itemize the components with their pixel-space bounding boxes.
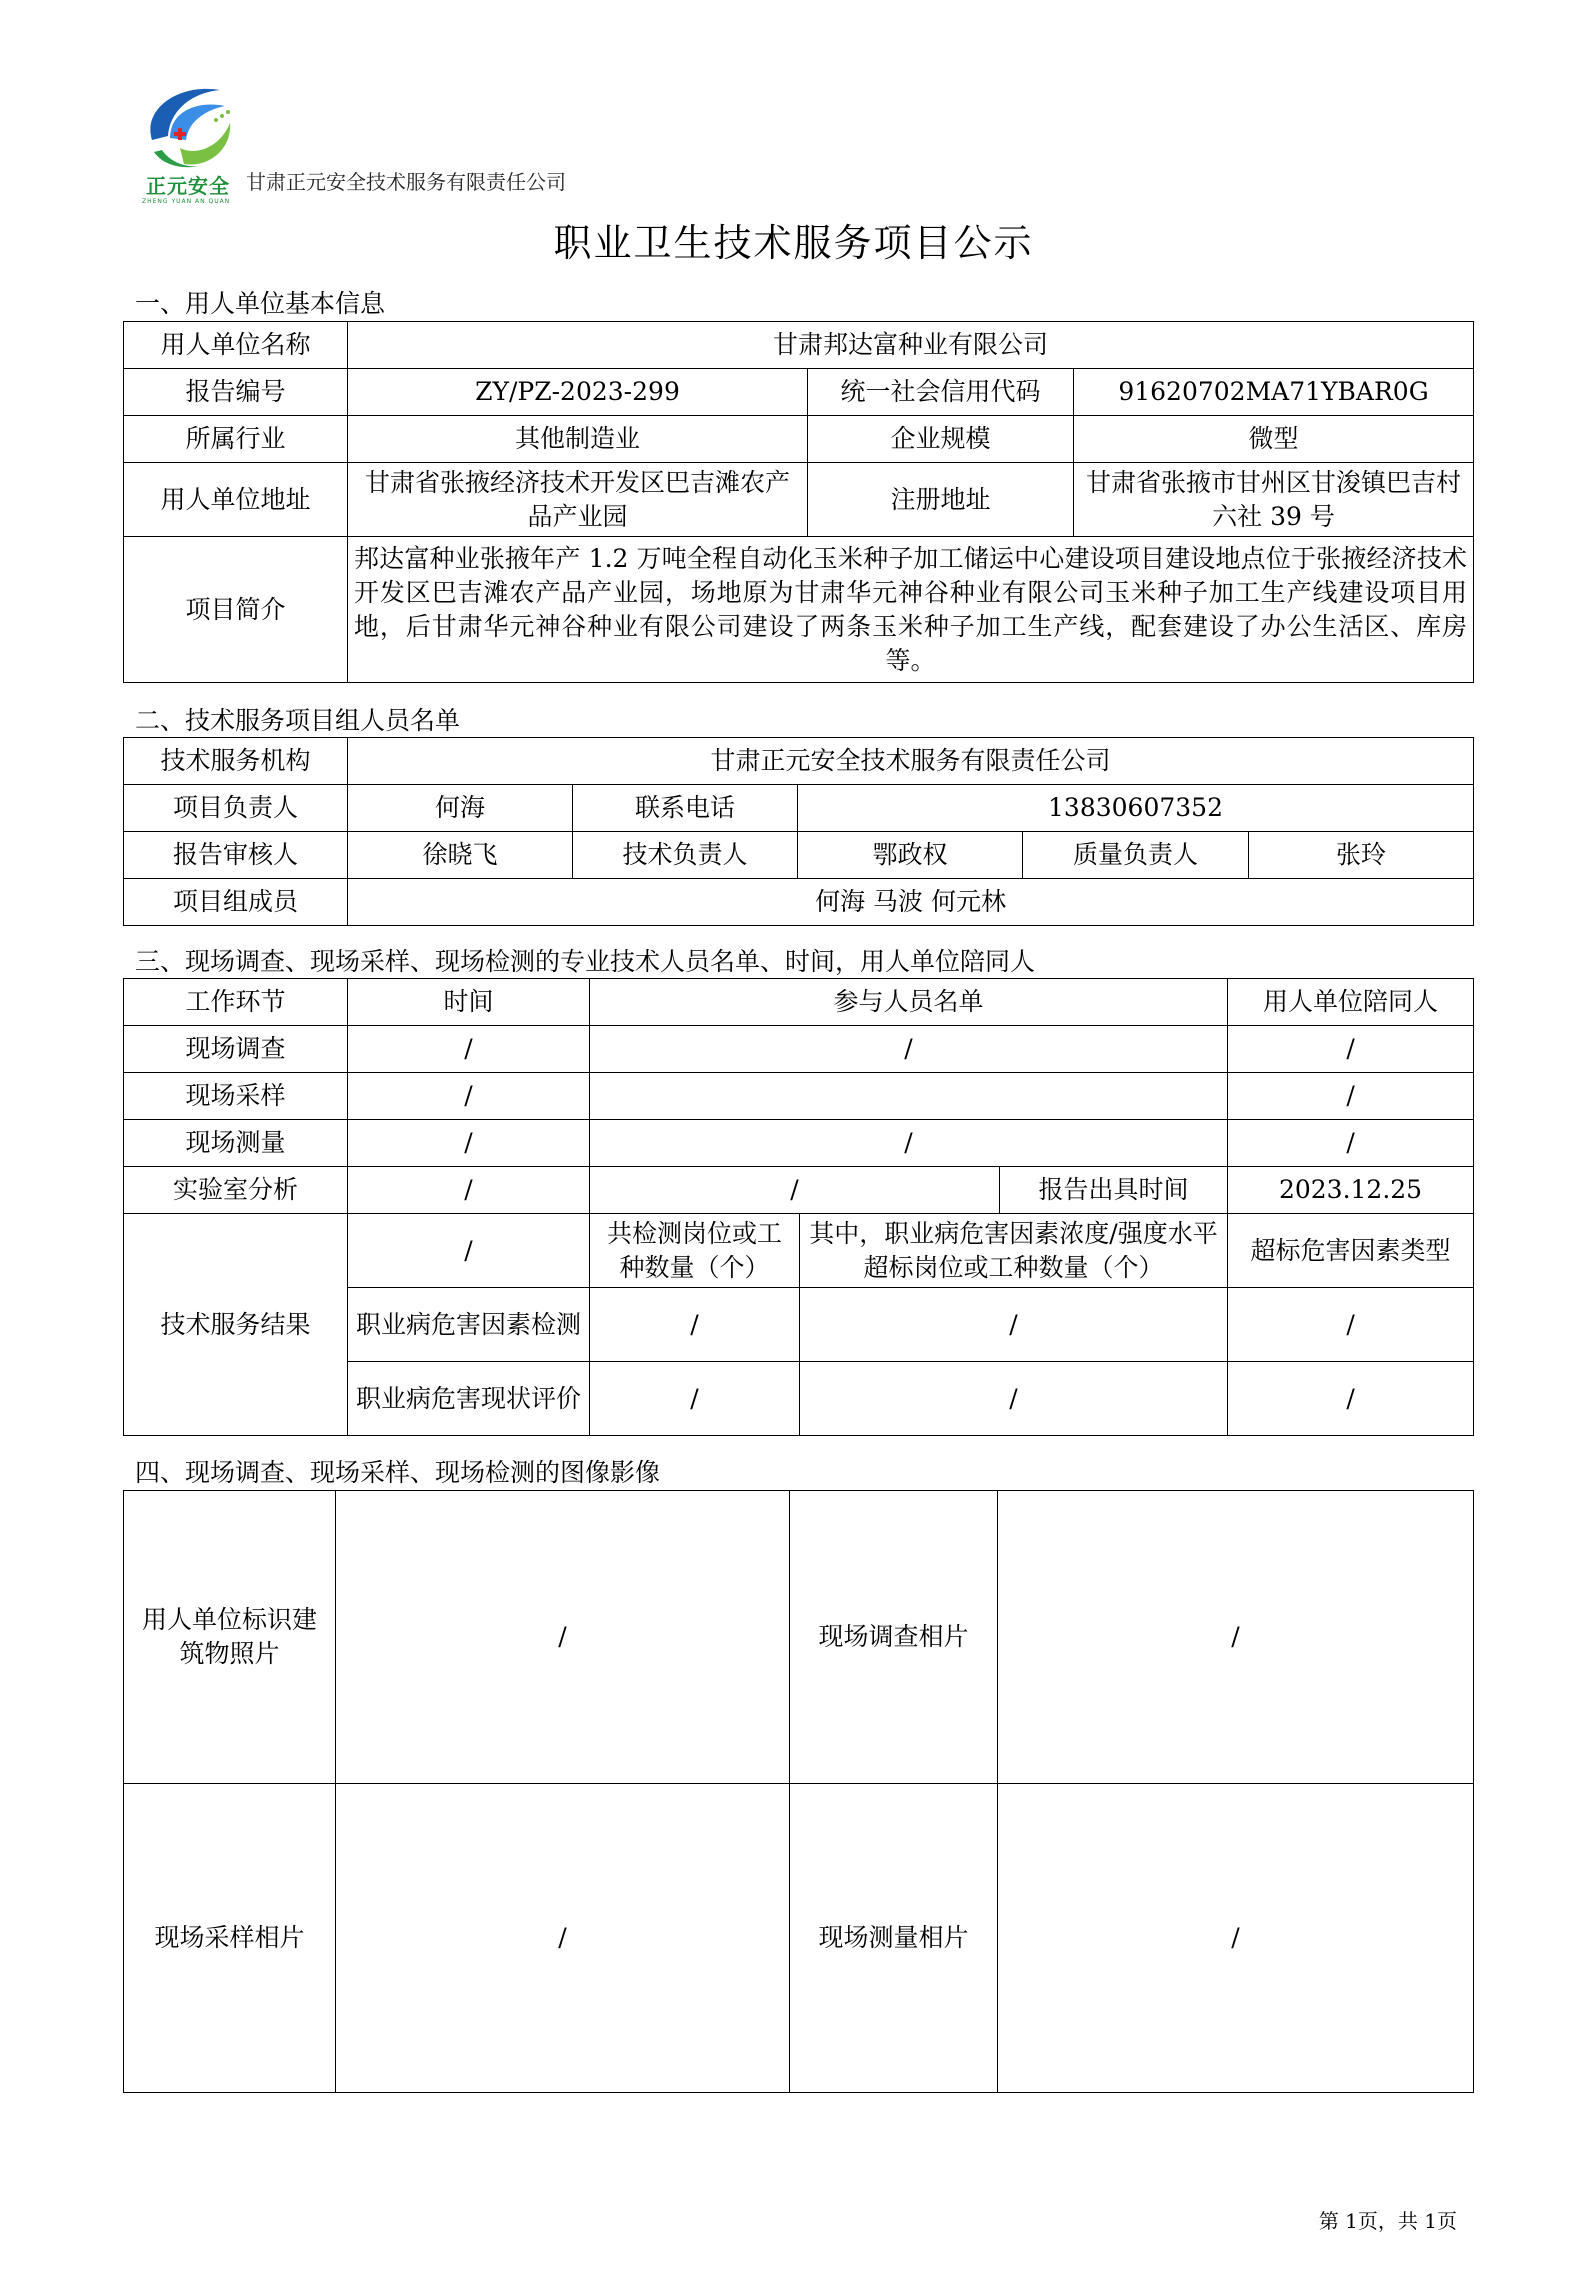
people: [590, 1073, 1228, 1120]
issue-date: 2023.12.25: [1228, 1167, 1474, 1214]
result-c: /: [1228, 1288, 1474, 1362]
team-members: 何海 马波 何元林: [348, 879, 1474, 926]
employer-name: 甘肃邦达富种业有限公司: [348, 322, 1474, 369]
photo-label: 现场采样相片: [124, 1784, 336, 2093]
service-org: 甘肃正元安全技术服务有限责任公司: [348, 738, 1474, 785]
photo-value: /: [336, 1784, 790, 2093]
header-company-name: 甘肃正元安全技术服务有限责任公司: [246, 170, 566, 194]
members-label: 项目组成员: [124, 879, 348, 926]
lab-people: /: [590, 1167, 1000, 1214]
section3-heading: 三、现场调查、现场采样、现场检测的专业技术人员名单、时间，用人单位陪同人: [135, 947, 1036, 976]
logo-text: 正元安全: [146, 174, 230, 198]
reviewer-label: 报告审核人: [124, 832, 348, 879]
stage: 现场调查: [124, 1026, 348, 1073]
credit-code: 91620702MA71YBAR0G: [1074, 369, 1474, 416]
company-logo: [140, 78, 245, 208]
escort: /: [1228, 1026, 1474, 1073]
issue-label: 报告出具时间: [1000, 1167, 1228, 1214]
result-label: 技术服务结果: [124, 1214, 348, 1436]
people: /: [590, 1026, 1228, 1073]
scale-label: 企业规模: [808, 416, 1074, 463]
result-a: /: [590, 1362, 800, 1436]
photo-label: 现场测量相片: [790, 1784, 998, 2093]
people: /: [590, 1120, 1228, 1167]
result-corner: /: [348, 1214, 590, 1288]
result-b: /: [800, 1362, 1228, 1436]
tech-label: 技术负责人: [573, 832, 798, 879]
address: 甘肃省张掖经济技术开发区巴吉滩农产品产业园: [348, 463, 808, 537]
photo-value: /: [998, 1491, 1474, 1784]
report-no-label: 报告编号: [124, 369, 348, 416]
section2-heading: 二、技术服务项目组人员名单: [135, 706, 461, 735]
time: /: [348, 1026, 590, 1073]
photo-label: 用人单位标识建筑物照片: [124, 1491, 336, 1784]
time: /: [348, 1120, 590, 1167]
reviewer: 徐晓飞: [348, 832, 573, 879]
page-title: 职业卫生技术服务项目公示: [553, 221, 1034, 265]
project-summary: 邦达富种业张掖年产 1.2 万吨全程自动化玉米种子加工储运中心建设项目建设地点位于张掖经济技术开发区巴吉滩农产品产业园，场地原为甘肃华元神谷种业有限公司玉米种子加工生产线建设项目用地，后甘肃华元神谷种业有限公司建设了两条玉米种子加工生产线，配套建设了办公生活区、库房等。: [348, 537, 1474, 683]
photo-value: /: [998, 1784, 1474, 2093]
stage: 现场测量: [124, 1120, 348, 1167]
industry: 其他制造业: [348, 416, 808, 463]
basic-info-table: [123, 321, 1474, 683]
tech-lead: 鄂政权: [798, 832, 1023, 879]
result-col2: 其中，职业病危害因素浓度/强度水平超标岗位或工种数量（个）: [800, 1214, 1228, 1288]
col-time: 时间: [348, 979, 590, 1026]
report-no: ZY/PZ-2023-299: [348, 369, 808, 416]
scale: 微型: [1074, 416, 1474, 463]
result-row-label: 职业病危害现状评价: [348, 1362, 590, 1436]
credit-code-label: 统一社会信用代码: [808, 369, 1074, 416]
result-row-label: 职业病危害因素检测: [348, 1288, 590, 1362]
stage: 现场采样: [124, 1073, 348, 1120]
result-a: /: [590, 1288, 800, 1362]
lab-label: 实验室分析: [124, 1167, 348, 1214]
quality-lead: 张玲: [1249, 832, 1474, 879]
col-stage: 工作环节: [124, 979, 348, 1026]
section1-heading: 一、用人单位基本信息: [135, 289, 386, 318]
result-c: /: [1228, 1362, 1474, 1436]
col-escort: 用人单位陪同人: [1228, 979, 1474, 1026]
section4-heading: 四、现场调查、现场采样、现场检测的图像影像: [135, 1458, 661, 1487]
fieldwork-table: [123, 978, 1474, 1436]
escort: /: [1228, 1120, 1474, 1167]
time: /: [348, 1073, 590, 1120]
address-label: 用人单位地址: [124, 463, 348, 537]
quality-label: 质量负责人: [1023, 832, 1249, 879]
result-b: /: [800, 1288, 1228, 1362]
team-table: [123, 737, 1474, 926]
col-people: 参与人员名单: [590, 979, 1228, 1026]
escort: /: [1228, 1073, 1474, 1120]
result-col3: 超标危害因素类型: [1228, 1214, 1474, 1288]
photo-label: 现场调查相片: [790, 1491, 998, 1784]
org-label: 技术服务机构: [124, 738, 348, 785]
photo-value: /: [336, 1491, 790, 1784]
reg-address-label: 注册地址: [808, 463, 1074, 537]
phone: 13830607352: [798, 785, 1474, 832]
logo-subtext: ZHENG YUAN AN QUAN: [142, 198, 231, 205]
phone-label: 联系电话: [573, 785, 798, 832]
logo-mark-icon: [140, 78, 245, 173]
result-col1: 共检测岗位或工种数量（个）: [590, 1214, 800, 1288]
summary-label: 项目简介: [124, 537, 348, 683]
leader-label: 项目负责人: [124, 785, 348, 832]
project-leader: 何海: [348, 785, 573, 832]
table-row: [124, 1073, 1474, 1120]
photo-table: [123, 1490, 1474, 2093]
table-row: [124, 1026, 1474, 1073]
table-row: [124, 1120, 1474, 1167]
employer-name-label: 用人单位名称: [124, 322, 348, 369]
reg-address: 甘肃省张掖市甘州区甘浚镇巴吉村六社 39 号: [1074, 463, 1474, 537]
lab-time: /: [348, 1167, 590, 1214]
page-number: 第 1页，共 1页: [1318, 2209, 1457, 2233]
industry-label: 所属行业: [124, 416, 348, 463]
